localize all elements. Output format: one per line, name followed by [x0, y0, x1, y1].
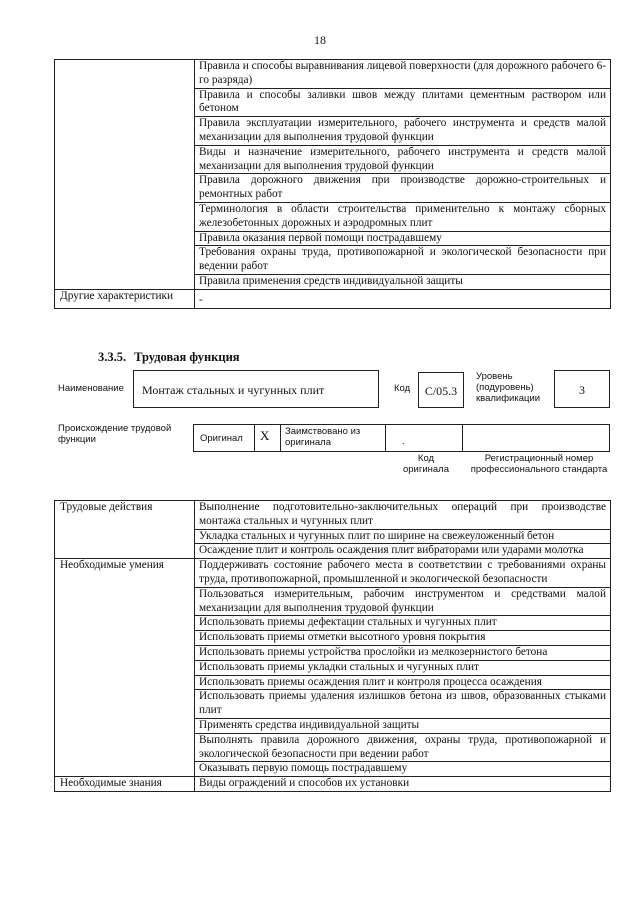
knowledge-item: Правила дорожного движения при производстве дорожно-строительных и ремонтных работ [195, 174, 611, 203]
section-heading [98, 350, 240, 365]
knowledge-item: Терминология в области строительства применительно к монтажу сборных железобетонных дорожных и аэродромных плит [195, 202, 611, 231]
level-label: Уровень (подуровень) квалификации [476, 371, 541, 404]
table-row [55, 501, 611, 530]
table-row [55, 60, 611, 89]
code-original-caption: Код оригинала [402, 453, 449, 475]
knowledge-item: Правила применения средств индивидуальной защиты [195, 274, 611, 289]
name-label: Наименование [58, 383, 124, 394]
origin-label: Происхождение трудовой функции [58, 423, 172, 445]
section-title: Трудовая функция [134, 350, 240, 364]
group-item: Использовать приемы устройства прослойки из мелкозернистого бетона [195, 645, 611, 660]
knowledge-item: Виды и назначение измерительного, рабочего инструмента и средств малой механизации для выполнения трудовой функции [195, 145, 611, 174]
registration-number-caption: Регистрационный номер профессионального стандарта [470, 453, 608, 475]
other-characteristics-value: - [195, 289, 611, 308]
group-item: Укладка стальных и чугунных плит по ширине на свежеуложенный бетон [195, 529, 611, 544]
group-item: Выполнение подготовительно-заключительных операций при производстве монтажа стальных и чугунных плит [195, 501, 611, 530]
level-field [554, 370, 610, 408]
level-value: 3 [579, 383, 585, 397]
code-value: C/05.3 [424, 384, 458, 398]
group-item: Выполнять правила дорожного движения, охраны труда, противопожарной и экологической безопасности при ведении работ [195, 733, 611, 762]
group-item: Использовать приемы укладки стальных и чугунных плит [195, 660, 611, 675]
knowledge-item: Правила и способы выравнивания лицевой поверхности (для дорожного рабочего 6-го разряда) [195, 60, 611, 89]
group-item: Пользоваться измерительным, рабочим инструментом и средствами малой механизации для выполнения трудовой функции [195, 587, 611, 616]
labor-function-table [54, 500, 611, 792]
knowledge-item: Правила оказания первой помощи пострадавшему [195, 231, 611, 246]
knowledge-table-continued [54, 59, 611, 309]
group-item: Поддерживать состояние рабочего места в соответствии с требованиями охраны труда, противопожарной, промышленной и экологической безопасности [195, 559, 611, 588]
table-row [55, 559, 611, 588]
group-item: Оказывать первую помощь пострадавшему [195, 762, 611, 777]
knowledge-item: Требования охраны труда, противопожарной и экологической безопасности при ведении работ [195, 246, 611, 275]
group-item: Использовать приемы осаждения плит и контроля процесса осаждения [195, 675, 611, 690]
page-number: 18 [314, 33, 326, 47]
other-characteristics-label: Другие характеристики [55, 289, 195, 308]
code-label: Код [394, 383, 411, 394]
borrowed-value: . [402, 436, 405, 447]
borrowed-label: Заимствовано из оригинала [285, 426, 361, 448]
group-item: Применять средства индивидуальной защиты [195, 718, 611, 733]
table-row [55, 777, 611, 792]
group-label: Необходимые знания [55, 777, 195, 792]
function-name-field [133, 370, 379, 408]
group-item: Виды ограждений и способов их установки [195, 777, 611, 792]
group-label: Необходимые умения [55, 559, 195, 777]
knowledge-item: Правила эксплуатации измерительного, рабочего инструмента и средств малой механизации для выполнения трудовой функции [195, 117, 611, 146]
group-item: Использовать приемы удаления излишков бетона из швов, образованных стыками плит [195, 690, 611, 719]
code-field [418, 372, 464, 408]
group-item: Осаждение плит и контроль осаждения плит вибраторами или ударами молотка [195, 544, 611, 559]
section-number: 3.3.5. [98, 350, 127, 364]
knowledge-item: Правила и способы заливки швов между плитами цементным раствором или бетоном [195, 88, 611, 117]
table-row [55, 289, 611, 308]
original-label: Оригинал [200, 433, 243, 444]
group-item: Использовать приемы отметки высотного уровня покрытия [195, 631, 611, 646]
group-label: Трудовые действия [55, 501, 195, 559]
function-name-value: Монтаж стальных и чугунных плит [142, 383, 325, 397]
original-mark: X [260, 428, 270, 443]
group-item: Использовать приемы дефектации стальных и чугунных плит [195, 616, 611, 631]
knowledge-label-cell [55, 60, 195, 290]
